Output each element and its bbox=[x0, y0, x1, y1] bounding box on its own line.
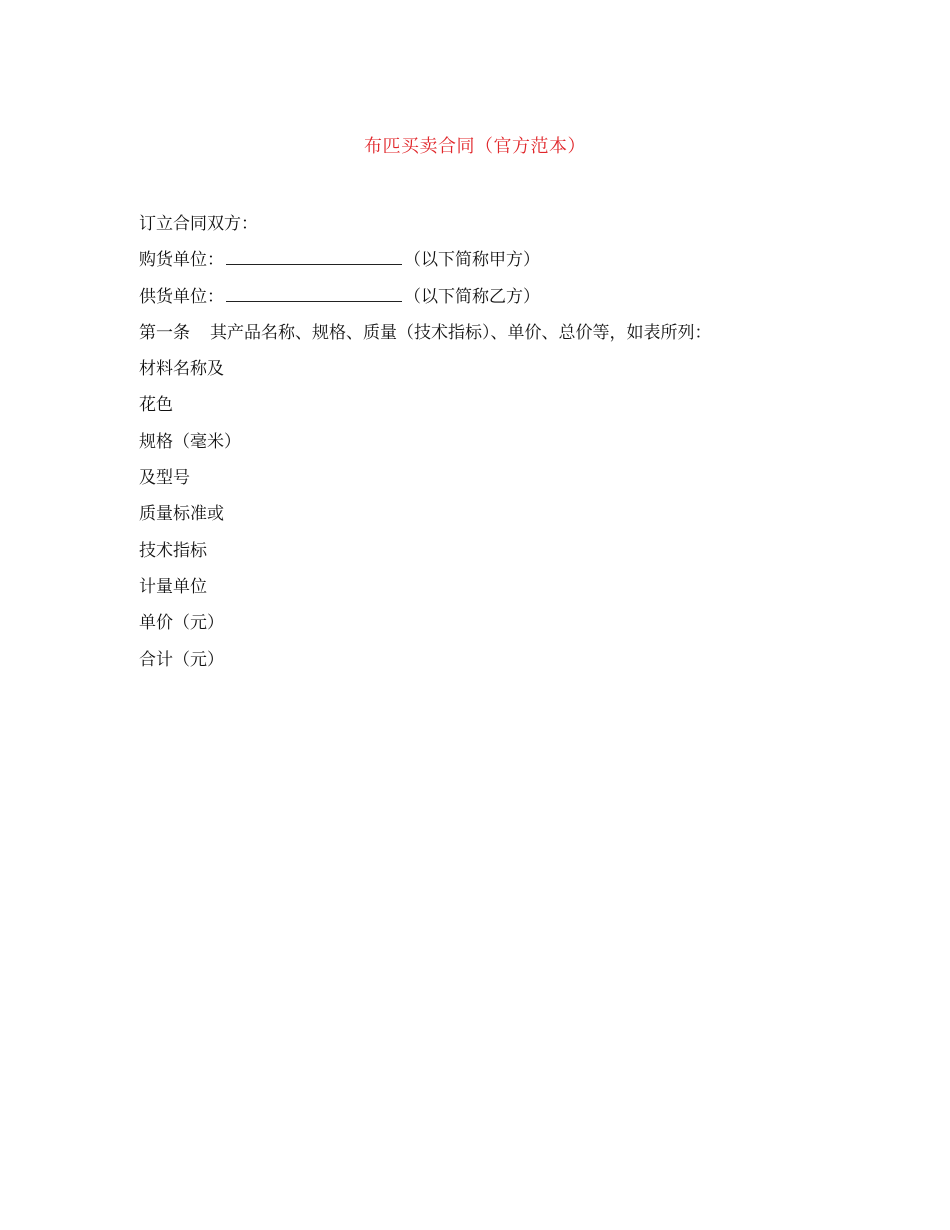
table-header-line: 计量单位 bbox=[139, 576, 207, 597]
article-1-line bbox=[139, 315, 839, 351]
buyer-line bbox=[139, 242, 839, 278]
seller-line bbox=[139, 279, 839, 315]
table-header-line: 花色 bbox=[139, 395, 173, 416]
table-header-line: 单价（元） bbox=[139, 613, 224, 634]
table-header-line: 技术指标 bbox=[139, 540, 207, 561]
table-header-line: 质量标准或 bbox=[139, 504, 224, 525]
buyer-suffix: （以下简称甲方） bbox=[404, 250, 540, 271]
table-header-line: 规格（毫米） bbox=[139, 431, 241, 452]
intro-line: 订立合同双方： bbox=[139, 214, 258, 234]
seller-blank-field bbox=[226, 287, 402, 302]
document-body bbox=[139, 206, 839, 678]
article-1-number: 第一条 bbox=[139, 322, 190, 343]
document-title: 布匹买卖合同（官方范本） bbox=[364, 136, 586, 157]
buyer-blank-field bbox=[226, 250, 402, 265]
seller-suffix: （以下简称乙方） bbox=[404, 286, 540, 307]
table-header-line: 材料名称及 bbox=[139, 359, 224, 380]
table-header-line: 合计（元） bbox=[139, 649, 224, 670]
buyer-label: 购货单位： bbox=[139, 250, 224, 271]
seller-label: 供货单位： bbox=[139, 286, 224, 307]
article-1-text: 其产品名称、规格、质量（技术指标）、单价、总价等，如表所列： bbox=[210, 322, 712, 343]
table-header-line: 及型号 bbox=[139, 468, 190, 489]
